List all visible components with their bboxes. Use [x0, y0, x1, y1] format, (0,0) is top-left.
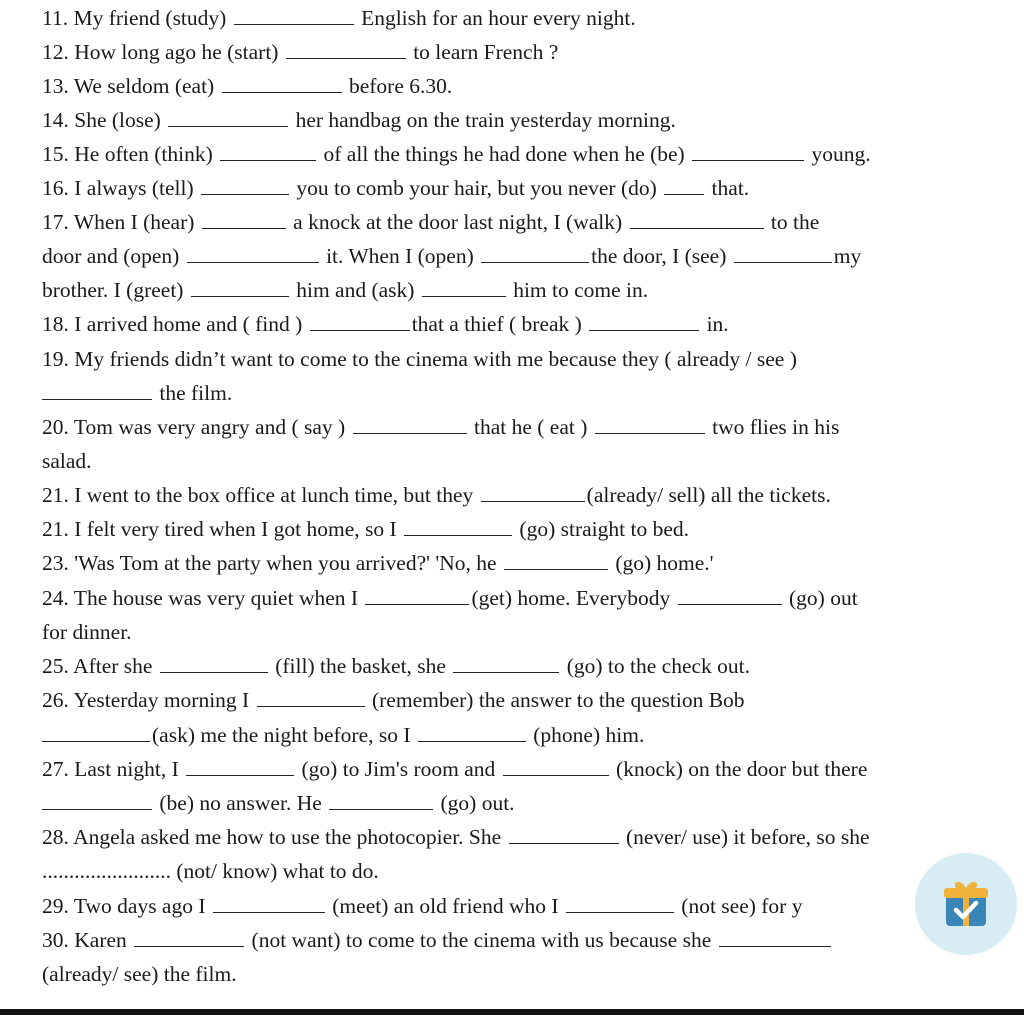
question-text: you to comb your hair, but you never (do) — [291, 176, 663, 200]
answer-blank — [481, 487, 585, 502]
question-17-line-2 — [42, 243, 1014, 269]
question-21a — [42, 482, 1014, 508]
question-15 — [42, 141, 1014, 167]
answer-blank — [509, 829, 619, 844]
question-text: (go) home.' — [609, 551, 714, 575]
question-text: my — [833, 244, 862, 268]
question-text: (never/ use) it before, so she — [620, 825, 870, 849]
question-text: 12. How long ago he (start) — [42, 40, 284, 64]
gift-check-icon — [938, 876, 994, 932]
answer-blank — [257, 692, 365, 707]
answer-blank — [168, 112, 288, 127]
question-28-line-2 — [42, 858, 1014, 884]
question-text: the film. — [154, 381, 233, 405]
question-text: 14. She (lose) — [42, 108, 167, 132]
answer-blank — [566, 898, 674, 913]
question-text: 23. 'Was Tom at the party when you arrived?' 'No, he — [42, 551, 502, 575]
question-24-line-1 — [42, 585, 1014, 611]
question-text: (not/ know) what to do. — [171, 859, 379, 883]
answer-blank — [187, 248, 319, 263]
question-text: (go) out — [783, 586, 858, 610]
question-25 — [42, 653, 1014, 679]
answer-blank — [453, 658, 559, 673]
question-text: 19. My friends didn’t want to come to the cinema with me because they ( already / see ) — [42, 347, 797, 371]
question-26-line-1 — [42, 687, 1014, 713]
question-text: a knock at the door last night, I (walk) — [287, 210, 628, 234]
question-26-line-2 — [42, 722, 1014, 748]
question-text: 24. The house was very quiet when I — [42, 586, 364, 610]
answer-blank — [719, 932, 831, 947]
question-13 — [42, 73, 1014, 99]
question-text: 30. Karen — [42, 928, 133, 952]
question-text: (go) to the check out. — [561, 654, 751, 678]
answer-blank — [734, 248, 832, 263]
question-text: 20. Tom was very angry and ( say ) — [42, 415, 351, 439]
question-text: that. — [706, 176, 750, 200]
question-text: for dinner. — [42, 620, 132, 644]
question-text: young. — [806, 142, 871, 166]
answer-blank — [595, 419, 705, 434]
question-text: to learn French ? — [407, 40, 559, 64]
question-20-line-1 — [42, 414, 1014, 440]
question-text: 18. I arrived home and ( find ) — [42, 312, 308, 336]
question-30-line-2 — [42, 961, 1014, 987]
answer-blank — [329, 795, 433, 810]
question-24-line-2 — [42, 619, 1014, 645]
question-text: 21. I went to the box office at lunch time, but they — [42, 483, 479, 507]
answer-blank — [418, 727, 526, 742]
answer-blank — [404, 521, 512, 536]
answer-blank — [222, 78, 342, 93]
question-text: it. When I (open) — [320, 244, 480, 268]
bottom-edge-bar — [0, 1009, 1024, 1015]
answer-blank — [286, 44, 406, 59]
question-text: (already/ sell) all the tickets. — [586, 483, 831, 507]
answer-blank — [692, 146, 804, 161]
question-text: (ask) me the night before, so I — [152, 723, 416, 747]
question-text: (be) no answer. He — [154, 791, 328, 815]
question-text: (not want) to come to the cinema with us because she — [246, 928, 717, 952]
question-text: 25. After she — [42, 654, 158, 678]
question-text: English for an hour every night. — [355, 6, 636, 30]
answer-blank — [42, 727, 150, 742]
answer-blank — [191, 282, 289, 297]
question-text: door and (open) — [42, 244, 185, 268]
question-text: 29. Two days ago I — [42, 894, 211, 918]
answer-blank — [213, 898, 325, 913]
floating-action-button[interactable] — [915, 853, 1017, 955]
question-text: (meet) an old friend who I — [326, 894, 564, 918]
question-text: 17. When I (hear) — [42, 210, 200, 234]
question-29 — [42, 893, 1014, 919]
question-text: (get) home. Everybody — [471, 586, 676, 610]
question-text: brother. I (greet) — [42, 278, 189, 302]
question-11 — [42, 5, 1014, 31]
question-27-line-1 — [42, 756, 1014, 782]
answer-blank — [481, 248, 589, 263]
answer-blank — [186, 761, 294, 776]
answer-blank — [201, 180, 289, 195]
question-text: him and (ask) — [290, 278, 420, 302]
question-text: 27. Last night, I — [42, 757, 185, 781]
question-text: (knock) on the door but there — [610, 757, 868, 781]
question-text: 26. Yesterday morning I — [42, 688, 255, 712]
question-27-line-2 — [42, 790, 1014, 816]
answer-blank — [678, 590, 782, 605]
question-18 — [42, 311, 1014, 337]
question-21b — [42, 516, 1014, 542]
question-text: (already/ see) the film. — [42, 962, 237, 986]
question-text: before 6.30. — [343, 74, 453, 98]
answer-dots: ........................ — [42, 859, 171, 883]
answer-blank — [134, 932, 244, 947]
answer-blank — [310, 316, 410, 331]
answer-blank — [202, 214, 286, 229]
question-19-line-1 — [42, 346, 1014, 372]
question-30-line-1 — [42, 927, 1014, 953]
question-text: two flies in his — [706, 415, 840, 439]
question-text: 13. We seldom (eat) — [42, 74, 220, 98]
question-text: (go) out. — [435, 791, 515, 815]
answer-blank — [630, 214, 764, 229]
question-text: salad. — [42, 449, 92, 473]
question-12 — [42, 39, 1014, 65]
answer-blank — [422, 282, 506, 297]
question-text: (go) to Jim's room and — [296, 757, 501, 781]
question-text: (phone) him. — [527, 723, 645, 747]
question-text: that he ( eat ) — [468, 415, 593, 439]
question-text: the door, I (see) — [591, 244, 732, 268]
question-text: her handbag on the train yesterday morning. — [290, 108, 676, 132]
question-19-line-2 — [42, 380, 1014, 406]
question-text: 11. My friend (study) — [42, 6, 232, 30]
question-17-line-1 — [42, 209, 1014, 235]
answer-blank — [220, 146, 316, 161]
question-23 — [42, 550, 1014, 576]
question-text: (not see) for y — [675, 894, 803, 918]
question-17-line-3 — [42, 277, 1014, 303]
question-text: that a thief ( break ) — [411, 312, 588, 336]
question-text: him to come in. — [507, 278, 649, 302]
question-text: to the — [765, 210, 820, 234]
question-text: 15. He often (think) — [42, 142, 219, 166]
question-text: (go) straight to bed. — [514, 517, 689, 541]
answer-blank — [589, 316, 699, 331]
answer-blank — [504, 555, 608, 570]
question-20-line-2 — [42, 448, 1014, 474]
answer-blank — [234, 10, 354, 25]
answer-blank — [664, 180, 704, 195]
question-28-line-1 — [42, 824, 1014, 850]
answer-blank — [42, 385, 152, 400]
question-text: 21. I felt very tired when I got home, so I — [42, 517, 403, 541]
question-16 — [42, 175, 1014, 201]
question-text: (remember) the answer to the question Bob — [366, 688, 745, 712]
question-text: 28. Angela asked me how to use the photocopier. She — [42, 825, 507, 849]
answer-blank — [365, 590, 469, 605]
question-text: (fill) the basket, she — [269, 654, 452, 678]
answer-blank — [503, 761, 609, 776]
answer-blank — [160, 658, 268, 673]
question-14 — [42, 107, 1014, 133]
answer-blank — [42, 795, 152, 810]
question-text: in. — [701, 312, 729, 336]
question-text: of all the things he had done when he (be) — [318, 142, 691, 166]
question-text: 16. I always (tell) — [42, 176, 200, 200]
answer-blank — [353, 419, 467, 434]
